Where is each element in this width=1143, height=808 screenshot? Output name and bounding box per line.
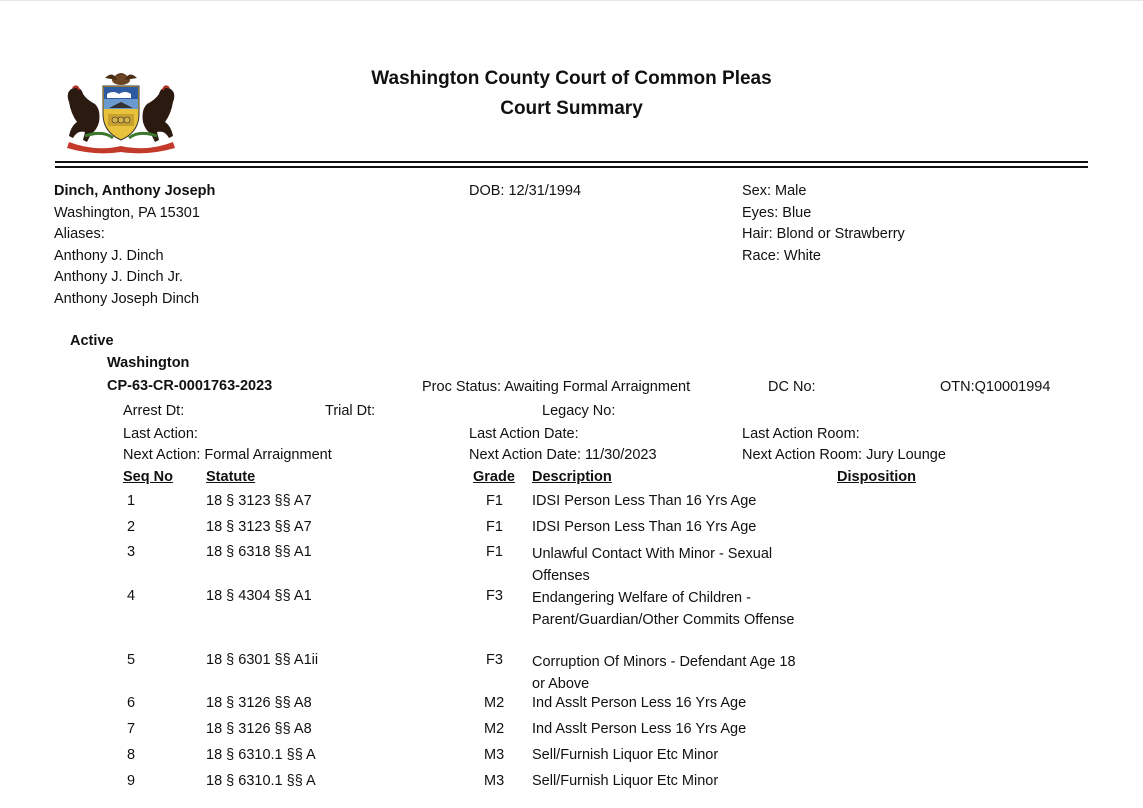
row-statute: 18 § 6301 §§ A1ii — [206, 652, 319, 668]
row-grade: F1 — [486, 519, 503, 535]
dc-number: DC No: — [768, 379, 816, 395]
aliases-label: Aliases: — [54, 226, 105, 242]
trial-date: Trial Dt: — [325, 403, 376, 419]
next-action: Next Action: Formal Arraignment — [123, 447, 332, 463]
row-statute: 18 § 3126 §§ A8 — [206, 721, 312, 737]
row-grade: F1 — [486, 544, 503, 560]
row-statute: 18 § 4304 §§ A1 — [206, 588, 312, 604]
court-title: Washington County Court of Common Pleas — [371, 68, 772, 89]
defendant-name: Dinch, Anthony Joseph — [54, 183, 216, 199]
row-description: Unlawful Contact With Minor - Sexual Offenses — [532, 546, 773, 584]
row-seq: 8 — [127, 747, 136, 763]
row-statute: 18 § 6310.1 §§ A — [206, 773, 316, 789]
alias-item: Anthony J. Dinch — [54, 248, 164, 264]
row-statute: 18 § 3126 §§ A8 — [206, 695, 312, 711]
row-statute: 18 § 6310.1 §§ A — [206, 747, 316, 763]
row-grade: M2 — [484, 721, 505, 737]
column-header-seq: Seq No — [123, 469, 173, 485]
row-seq: 4 — [127, 588, 136, 604]
row-grade: M3 — [484, 747, 505, 763]
legacy-number: Legacy No: — [542, 403, 616, 419]
last-action-room: Last Action Room: — [742, 426, 860, 442]
last-action: Last Action: — [123, 426, 198, 442]
column-header-disposition: Disposition — [837, 469, 916, 485]
defendant-race: Race: White — [742, 248, 821, 264]
row-seq: 3 — [127, 544, 136, 560]
defendant-eyes: Eyes: Blue — [742, 205, 812, 221]
row-statute: 18 § 6318 §§ A1 — [206, 544, 312, 560]
arrest-date: Arrest Dt: — [123, 403, 185, 419]
document-title: Court Summary — [500, 98, 643, 119]
row-seq: 5 — [127, 652, 136, 668]
column-header-description: Description — [532, 469, 612, 485]
column-header-statute: Statute — [206, 469, 256, 485]
column-header-grade: Grade — [473, 469, 515, 485]
row-seq: 2 — [127, 519, 136, 535]
next-action-date: Next Action Date: 11/30/2023 — [469, 447, 657, 463]
case-status-heading: Active — [70, 333, 114, 349]
row-description: Sell/Furnish Liquor Etc Minor — [532, 747, 719, 763]
defendant-hair: Hair: Blond or Strawberry — [742, 226, 905, 242]
row-seq: 1 — [127, 493, 136, 509]
row-description: Ind Asslt Person Less 16 Yrs Age — [532, 695, 747, 711]
otn-number: OTN:Q10001994 — [940, 379, 1051, 395]
row-seq: 7 — [127, 721, 136, 737]
row-seq: 6 — [127, 695, 136, 711]
defendant-dob: DOB: 12/31/1994 — [469, 183, 582, 199]
last-action-date: Last Action Date: — [469, 426, 579, 442]
row-description: Corruption Of Minors - Defendant Age 18 or Above — [532, 654, 796, 692]
row-description: Endangering Welfare of Children - Parent/Guardian/Other Commits Offense — [532, 590, 795, 628]
row-description: IDSI Person Less Than 16 Yrs Age — [532, 519, 757, 535]
row-seq: 9 — [127, 773, 136, 789]
alias-item: Anthony J. Dinch Jr. — [54, 269, 183, 285]
row-statute: 18 § 3123 §§ A7 — [206, 519, 312, 535]
header-divider-top — [55, 161, 1088, 163]
header-divider-bottom — [55, 166, 1088, 168]
alias-item: Anthony Joseph Dinch — [54, 291, 200, 307]
case-county: Washington — [107, 355, 190, 371]
row-description: Sell/Furnish Liquor Etc Minor — [532, 773, 719, 789]
row-statute: 18 § 3123 §§ A7 — [206, 493, 312, 509]
proc-status: Proc Status: Awaiting Formal Arraignment — [422, 379, 691, 395]
row-grade: F1 — [486, 493, 503, 509]
row-grade: F3 — [486, 652, 503, 668]
next-action-room: Next Action Room: Jury Lounge — [742, 447, 946, 463]
row-grade: M2 — [484, 695, 505, 711]
docket-number: CP-63-CR-0001763-2023 — [107, 378, 273, 394]
defendant-address: Washington, PA 15301 — [54, 205, 200, 221]
row-grade: F3 — [486, 588, 503, 604]
row-grade: M3 — [484, 773, 505, 789]
row-description: IDSI Person Less Than 16 Yrs Age — [532, 493, 757, 509]
page-top-edge — [0, 0, 1143, 1]
defendant-sex: Sex: Male — [742, 183, 807, 199]
row-description: Ind Asslt Person Less 16 Yrs Age — [532, 721, 747, 737]
